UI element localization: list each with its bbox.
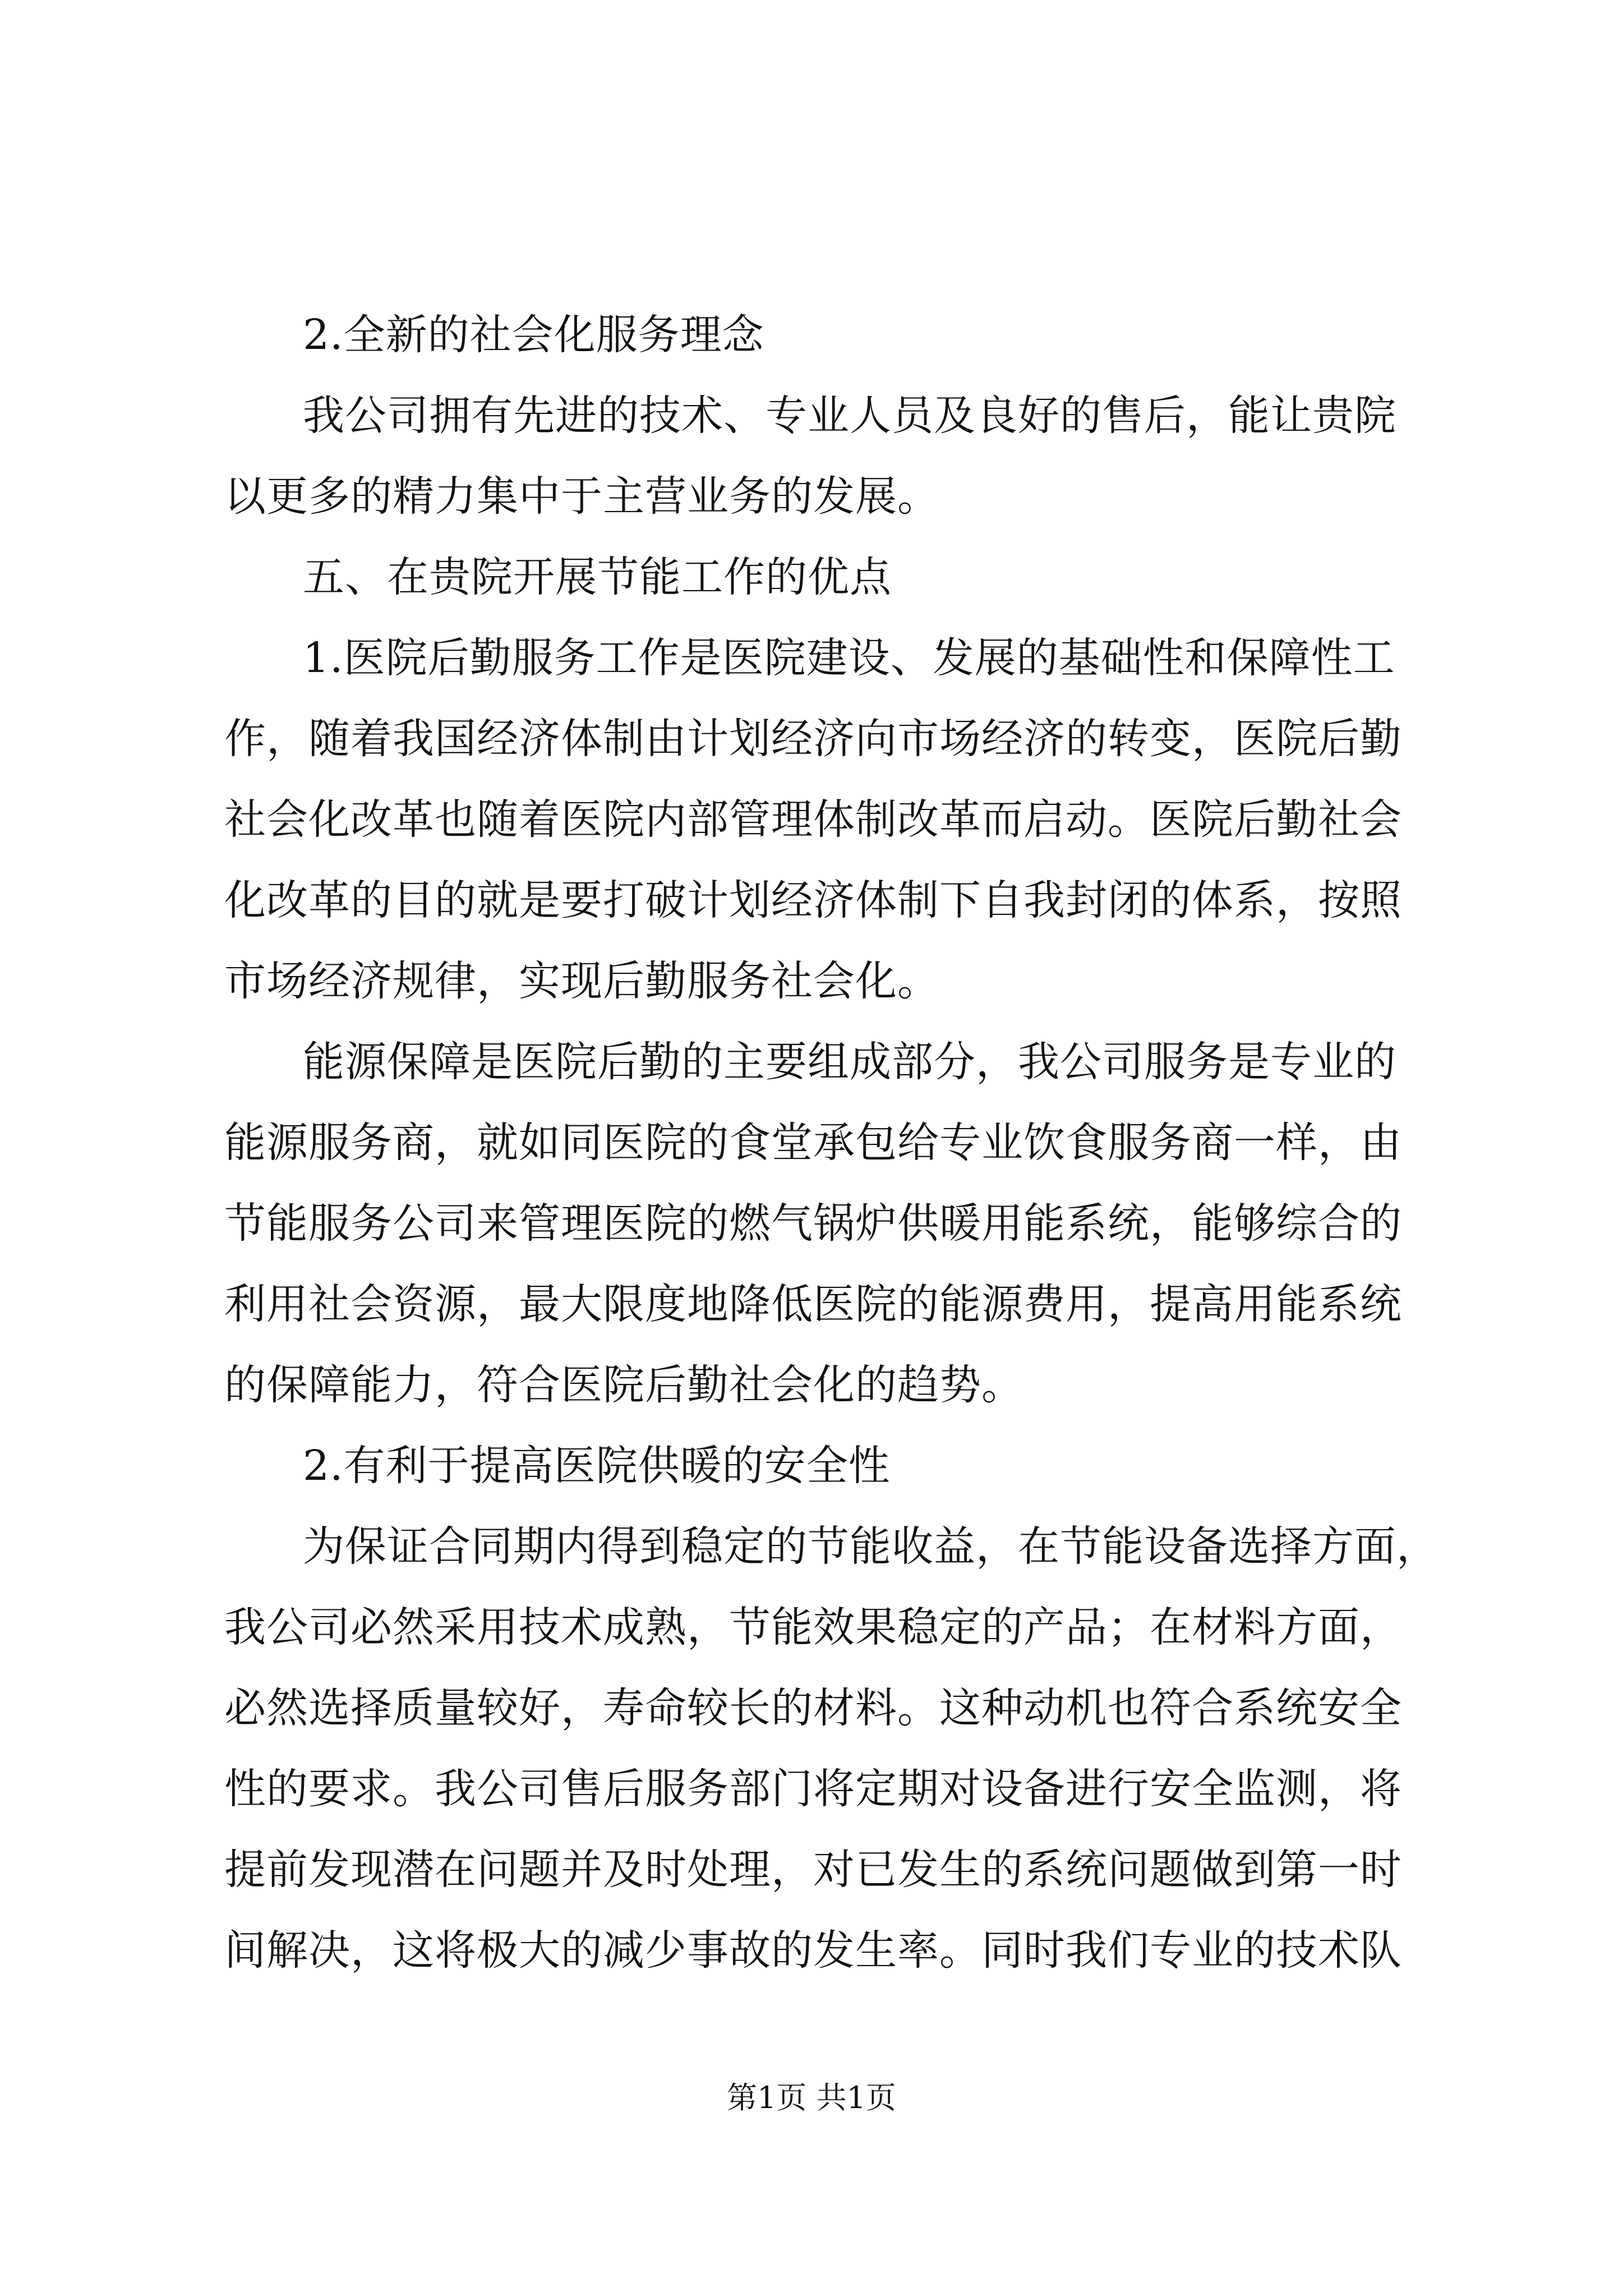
paragraph-line: 的保障能力，符合医院后勤社会化的趋势。 (224, 1361, 1023, 1409)
heading-social-service-concept: 2.全新的社会化服务理念 (303, 311, 764, 359)
paragraph-line: 能源服务商，就如同医院的食堂承包给专业饮食服务商一样，由 (224, 1119, 1402, 1167)
paragraph-line: 市场经济规律，实现后勤服务社会化。 (224, 957, 939, 1005)
paragraph-line: 能源保障是医院后勤的主要组成部分，我公司服务是专业的 (303, 1038, 1396, 1086)
page-number-footer: 第1页 共1页 (727, 2080, 896, 2115)
paragraph-line: 1.医院后勤服务工作是医院建设、发展的基础性和保障性工 (303, 634, 1395, 682)
paragraph-line: 节能服务公司来管理医院的燃气锅炉供暖用能系统，能够综合的 (224, 1199, 1402, 1248)
heading-heating-safety: 2.有利于提高医院供暖的安全性 (303, 1442, 891, 1490)
paragraph-line: 必然选择质量较好，寿命较长的材料。这种动机也符合系统安全 (224, 1684, 1402, 1732)
paragraph-line: 性的要求。我公司售后服务部门将定期对设备进行安全监测，将 (224, 1765, 1402, 1813)
paragraph-line: 化改革的目的就是要打破计划经济体制下自我封闭的体系，按照 (224, 876, 1402, 924)
paragraph-line: 我公司必然采用技术成熟，节能效果稳定的产品；在材料方面， (224, 1603, 1402, 1651)
paragraph-line: 我公司拥有先进的技术、专业人员及良好的售后，能让贵院 (303, 392, 1396, 440)
paragraph-line: 提前发现潜在问题并及时处理，对已发生的系统问题做到第一时 (224, 1846, 1402, 1894)
paragraph-line: 作，随着我国经济体制由计划经济向市场经济的转变，医院后勤 (224, 715, 1402, 763)
paragraph-line: 利用社会资源，最大限度地降低医院的能源费用，提高用能系统 (224, 1280, 1402, 1328)
section-heading-advantages: 五、在贵院开展节能工作的优点 (303, 553, 892, 601)
paragraph-line: 以更多的精力集中于主营业务的发展。 (224, 472, 939, 521)
paragraph-line: 间解决，这将极大的减少事故的发生率。同时我们专业的技术队 (224, 1926, 1402, 1975)
paragraph-line: 社会化改革也随着医院内部管理体制改革而启动。医院后勤社会 (224, 795, 1402, 844)
paragraph-line: 为保证合同期内得到稳定的节能收益，在节能设备选择方面， (303, 1522, 1438, 1571)
